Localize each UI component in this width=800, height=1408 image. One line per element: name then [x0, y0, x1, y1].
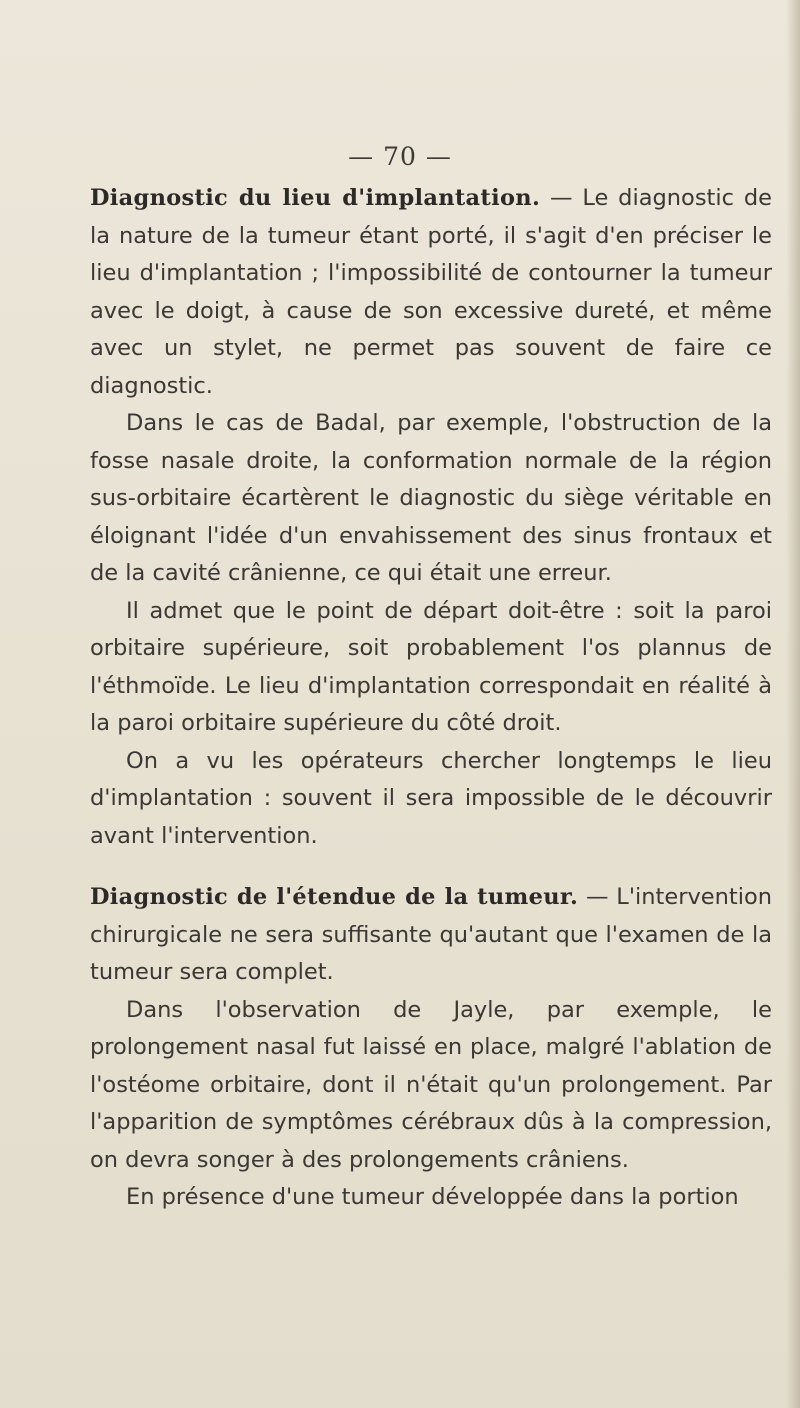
section-2-lead-text: — L'intervention chirurgicale ne sera suffisante qu'autant que l'examen de la tumeur sera complet. [90, 884, 772, 985]
page-body [90, 180, 772, 1217]
paragraph: Dans l'observation de Jayle, par exemple, le prolongement nasal fut laissé en place, malgré l'ablation de l'ostéome orbitaire, dont il n'était qu'un prolongement. Par l'apparition de symptômes cérébraux dûs à la compression, on devra songer à des prolongements crâniens. [90, 996, 772, 1173]
paragraph: Il admet que le point de départ doit-être : soit la paroi orbitaire supérieure, soit probablement l'os plannus de l'éthmoïde. Le lieu d'implantation correspondait en réalité à la paroi orbitaire supérieure du côté droit. [90, 597, 772, 736]
section-2-heading: Diagnostic de l'étendue de la tumeur. [90, 884, 579, 910]
paragraph: On a vu les opérateurs chercher longtemps le lieu d'implantation : souvent il sera impossible de le découvrir avant l'intervention. [90, 747, 772, 849]
section-1-lead-text: — Le diagnostic de la nature de la tumeur étant porté, il s'agit d'en préciser le lieu d'implantation ; l'impossibilité de contourner la tumeur avec le doigt, à cause de son excessive dureté, et même avec un stylet, ne permet pas souvent de faire ce diagnostic. [90, 185, 772, 399]
section-2-lead-paragraph [90, 879, 772, 992]
page-number: — 70 — [348, 142, 452, 171]
section-1-lead-paragraph [90, 180, 772, 405]
paragraph: En présence d'une tumeur développée dans la portion [126, 1184, 739, 1210]
page-edge-shadow [786, 0, 800, 1408]
paragraph: Dans le cas de Badal, par exemple, l'obstruction de la fosse nasale droite, la conformation normale de la région sus-orbitaire écartèrent le diagnostic du siège véritable en éloignant l'idée d'un envahissement des sinus frontaux et de la cavité crânienne, ce qui était une erreur. [90, 410, 772, 586]
section-1-heading: Diagnostic du lieu d'implantation. [90, 185, 541, 211]
